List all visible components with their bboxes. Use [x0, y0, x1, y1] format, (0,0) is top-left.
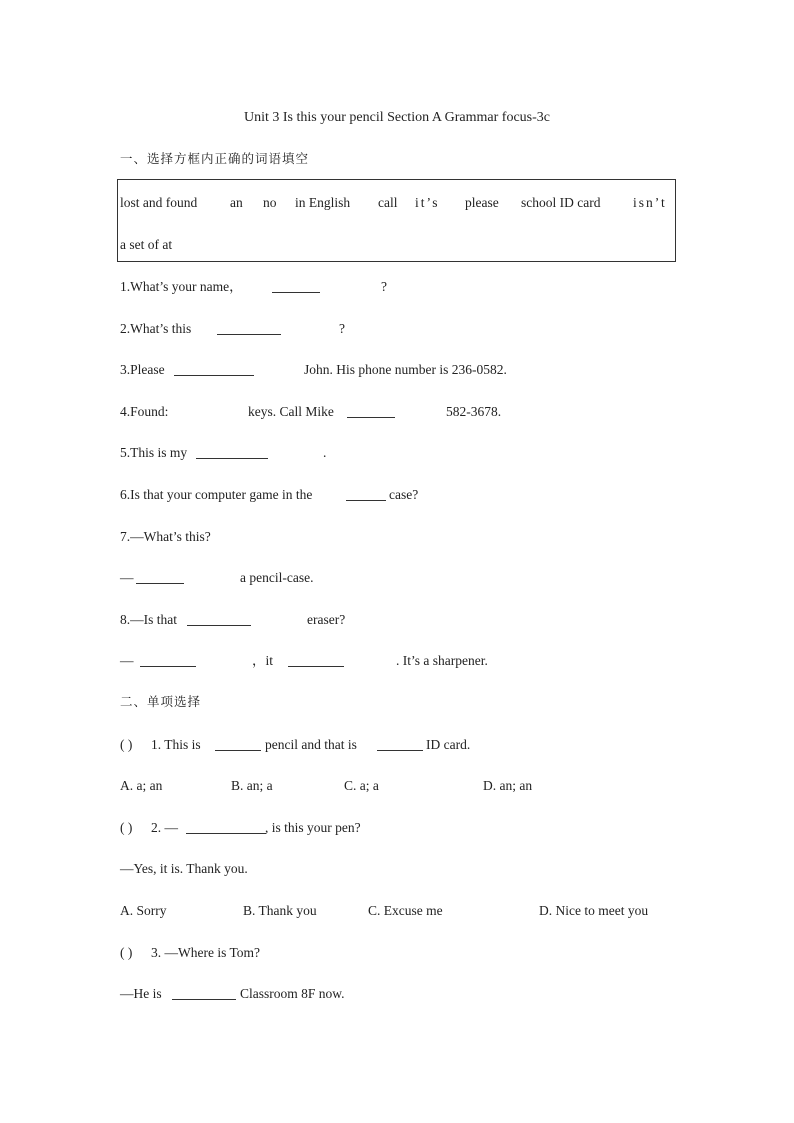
word-bank-item: school ID card [521, 195, 601, 210]
option-a[interactable]: A. a; an [120, 778, 163, 793]
question-6-text: 6.Is that your computer game in the [120, 487, 313, 502]
question-8-rest: . It’s a sharpener. [396, 653, 488, 668]
mc-question-3-text: 3. —Where is Tom? [151, 945, 261, 960]
answer-blank[interactable] [217, 322, 281, 335]
option-c[interactable]: C. a; a [344, 778, 379, 793]
mc-question-3-line2-end: Classroom 8F now. [240, 986, 345, 1001]
answer-blank[interactable] [272, 280, 320, 293]
question-4-middle: keys. Call Mike [248, 404, 334, 419]
question-8-middle: ，it [252, 653, 274, 668]
section-2-heading: 二、单项选择 [120, 694, 202, 709]
question-6-end: case? [389, 487, 419, 502]
answer-blank[interactable] [186, 821, 266, 834]
page-title: Unit 3 Is this your pencil Section A Grammar focus-3c [244, 110, 550, 125]
question-5-end: . [323, 445, 327, 460]
question-8-text: 8.—Is that [120, 612, 177, 627]
word-bank-item: a set of at [120, 237, 173, 252]
word-bank-item: isn’t [633, 195, 667, 210]
question-4-end: 582-3678. [446, 404, 502, 419]
option-b[interactable]: B. Thank you [243, 903, 317, 918]
question-8-dash: — [120, 653, 134, 668]
word-bank-item: lost and found [120, 195, 198, 210]
question-5-text: 5.This is my [120, 445, 188, 460]
question-4-text: 4.Found: [120, 404, 169, 419]
answer-blank[interactable] [346, 488, 386, 501]
word-bank-box [117, 179, 676, 262]
mc-question-1-end: ID card. [426, 737, 471, 752]
answer-blank[interactable] [196, 446, 268, 459]
question-8-end: eraser? [307, 612, 346, 627]
option-a[interactable]: A. Sorry [120, 903, 167, 918]
question-7-text: 7.—What’s this? [120, 529, 211, 544]
mc-question-3-line2: —He is [120, 986, 162, 1001]
mc-question-1-middle: pencil and that is [265, 737, 357, 752]
answer-blank[interactable] [215, 738, 261, 751]
question-3-rest: John. His phone number is 236-0582. [304, 362, 507, 377]
answer-blank[interactable] [136, 571, 184, 584]
word-bank-item: please [465, 195, 499, 210]
word-bank-item: an [230, 195, 243, 210]
answer-blank[interactable] [140, 654, 196, 667]
question-1-end: ? [381, 279, 387, 294]
option-d[interactable]: D. an; an [483, 778, 533, 793]
answer-paren[interactable]: ( ) [120, 945, 133, 960]
option-d[interactable]: D. Nice to meet you [539, 903, 649, 918]
mc-question-2-text: 2. — [151, 820, 178, 835]
answer-blank[interactable] [377, 738, 423, 751]
answer-paren[interactable]: ( ) [120, 737, 133, 752]
mc-question-2-answer-line: —Yes, it is. Thank you. [120, 861, 248, 876]
mc-question-2-end: , is this your pen? [265, 820, 361, 835]
question-2-text: 2.What’s this [120, 321, 192, 336]
answer-blank[interactable] [288, 654, 344, 667]
question-1-text: 1.What’s your name， [120, 279, 243, 294]
answer-blank[interactable] [172, 987, 236, 1000]
word-bank-item: in English [295, 195, 351, 210]
answer-blank[interactable] [347, 405, 395, 418]
question-7-dash: — [120, 570, 134, 585]
word-bank-item: call [378, 195, 398, 210]
word-bank-item: it’s [415, 195, 440, 210]
section-1-heading: 一、选择方框内正确的词语填空 [120, 151, 310, 166]
answer-blank[interactable] [187, 613, 251, 626]
option-c[interactable]: C. Excuse me [368, 903, 443, 918]
word-bank-item: no [263, 195, 277, 210]
question-7-rest: a pencil-case. [240, 570, 314, 585]
question-2-end: ? [339, 321, 345, 336]
question-3-text: 3.Please [120, 362, 165, 377]
option-b[interactable]: B. an; a [231, 778, 273, 793]
answer-blank[interactable] [174, 363, 254, 376]
mc-question-1-text: 1. This is [151, 737, 201, 752]
answer-paren[interactable]: ( ) [120, 820, 133, 835]
